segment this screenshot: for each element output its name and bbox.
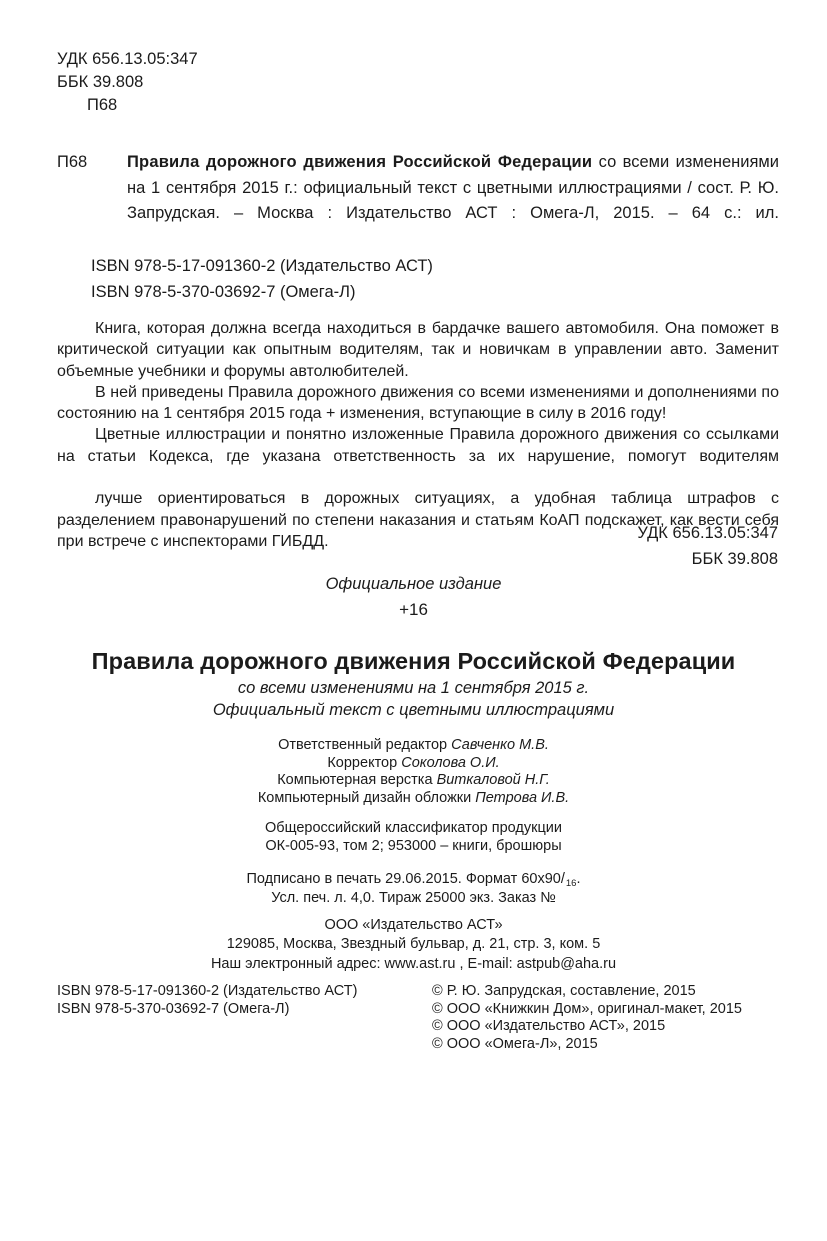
copyright-line: © Р. Ю. Запрудская, составление, 2015: [432, 983, 696, 999]
isbn-omega-footer: ISBN 978-5-370-03692-7 (Омега-Л): [57, 1000, 290, 1017]
classifier-line-1: Общероссийский классификатор продукции: [265, 820, 562, 836]
isbn-omega-top: ISBN 978-5-370-03692-7 (Омега-Л): [91, 282, 356, 301]
classification-codes-repeat: [637, 521, 778, 572]
isbn-ast-top: ISBN 978-5-17-091360-2 (Издательство АСТ): [91, 257, 433, 275]
bibliographic-record: [57, 150, 779, 252]
isbn-block-top: [91, 254, 433, 305]
credit-name: Виткаловой Н.Г.: [436, 772, 550, 789]
print-data-line-1: [0, 871, 827, 890]
isbn-ast-footer: ISBN 978-5-17-091360-2 (Издательство АСТ): [57, 983, 358, 999]
book-subtitle-official-text: Официальный текст с цветными иллюстрациями: [212, 701, 615, 719]
publisher-block: [0, 916, 827, 974]
author-sign-top: П68: [87, 96, 118, 114]
copyright-line: © ООО «Книжкин Дом», оригинал-макет, 2015: [432, 1000, 742, 1017]
isbn-block-footer: [57, 983, 357, 1018]
credit-name: Савченко М.В.: [451, 737, 549, 753]
bibliographic-imprint: со всеми изменениями на 1 сентября 2015 г.: официальный текст с цветными иллюстрациями / сост. Р. Ю. Запрудская. – Москва : Издательство АСТ : Омега-Л, 2015. – 64 с.: ил.: [127, 153, 779, 222]
udk-code-top: УДК 656.13.05:347: [57, 50, 198, 68]
classification-codes-top: [57, 48, 198, 117]
credit-name: Соколова О.И.: [401, 754, 500, 771]
classifier-line-2: ОК-005-93, том 2; 953000 – книги, брошюры: [265, 837, 562, 854]
production-credits: [0, 737, 827, 807]
publisher-name: ООО «Издательство АСТ»: [324, 917, 503, 933]
publisher-contacts: Наш электронный адрес: www.ast.ru , E-mail: astpub@aha.ru: [210, 955, 617, 972]
print-format-denominator: 16: [565, 878, 577, 889]
book-title: Правила дорожного движения Российской Федерации: [91, 648, 736, 674]
credit-role: Корректор: [327, 754, 402, 771]
bbk-code-repeat: ББК 39.808: [691, 549, 778, 568]
book-subtitle-changes: со всеми изменениями на 1 сентября 2015 г.: [237, 679, 590, 697]
annotation-paragraph-4: лучше ориентироваться в дорожных ситуациях, а удобная таблица штрафов с разделением правонарушений по степени наказания и статьям КоАП подскажет, как вести себя при встрече с инспекторами ГИБДД.: [57, 490, 779, 550]
credit-line: [0, 772, 827, 790]
bibliographic-description: [127, 150, 779, 252]
product-classifier: [0, 820, 827, 855]
annotation-block: [57, 318, 779, 552]
print-format-prefix: Подписано в печать 29.06.2015. Формат 60x90/: [246, 871, 565, 887]
age-rating-badge: +16: [399, 600, 428, 619]
credit-role: Компьютерная верстка: [277, 772, 437, 789]
official-edition-label: Официальное издание: [325, 575, 502, 593]
copyright-line: © ООО «Издательство АСТ», 2015: [432, 1018, 666, 1035]
credit-role: Компьютерный дизайн обложки: [257, 789, 476, 806]
credit-line: [0, 737, 827, 755]
udk-code-repeat: УДК 656.13.05:347: [637, 524, 778, 542]
print-format-suffix: .: [576, 871, 581, 887]
credit-line: [0, 790, 827, 808]
credit-line: [0, 755, 827, 773]
publisher-address: 129085, Москва, Звездный бульвар, д. 21, стр. 3, ком. 5: [226, 936, 601, 953]
copyright-block: [432, 983, 742, 1053]
credit-role: Ответственный редактор: [278, 737, 452, 753]
bibliographic-tag: П68: [57, 153, 88, 171]
bbk-code-top: ББК 39.808: [57, 73, 144, 91]
copyright-line: © ООО «Омега-Л», 2015: [432, 1035, 598, 1052]
print-data: [0, 871, 827, 907]
annotation-paragraph-3: Цветные иллюстрации и понятно изложенные Правила дорожного движения со ссылками на статьи Кодекса, где указана ответственность за их нарушение, помогут водителям: [57, 426, 779, 465]
annotation-paragraph-2: В ней приведены Правила дорожного движения со всеми изменениями и дополнениями по состоянию на 1 сентября 2015 года + изменения, вступающие в силу в 2016 году!: [57, 383, 779, 423]
credit-name: Петрова И.В.: [475, 789, 570, 806]
annotation-paragraph-1: Книга, которая должна всегда находиться в бардачке вашего автомобиля. Она поможет в критической ситуации как опытным водителям, так и новичкам в управлении авто. Заменит объемные учебники и форумы автолюбителей.: [57, 320, 779, 380]
print-data-line-2: Усл. печ. л. 4,0. Тираж 25000 экз. Заказ №: [271, 889, 556, 906]
bibliographic-title: Правила дорожного движения Российской Федерации: [127, 153, 593, 171]
